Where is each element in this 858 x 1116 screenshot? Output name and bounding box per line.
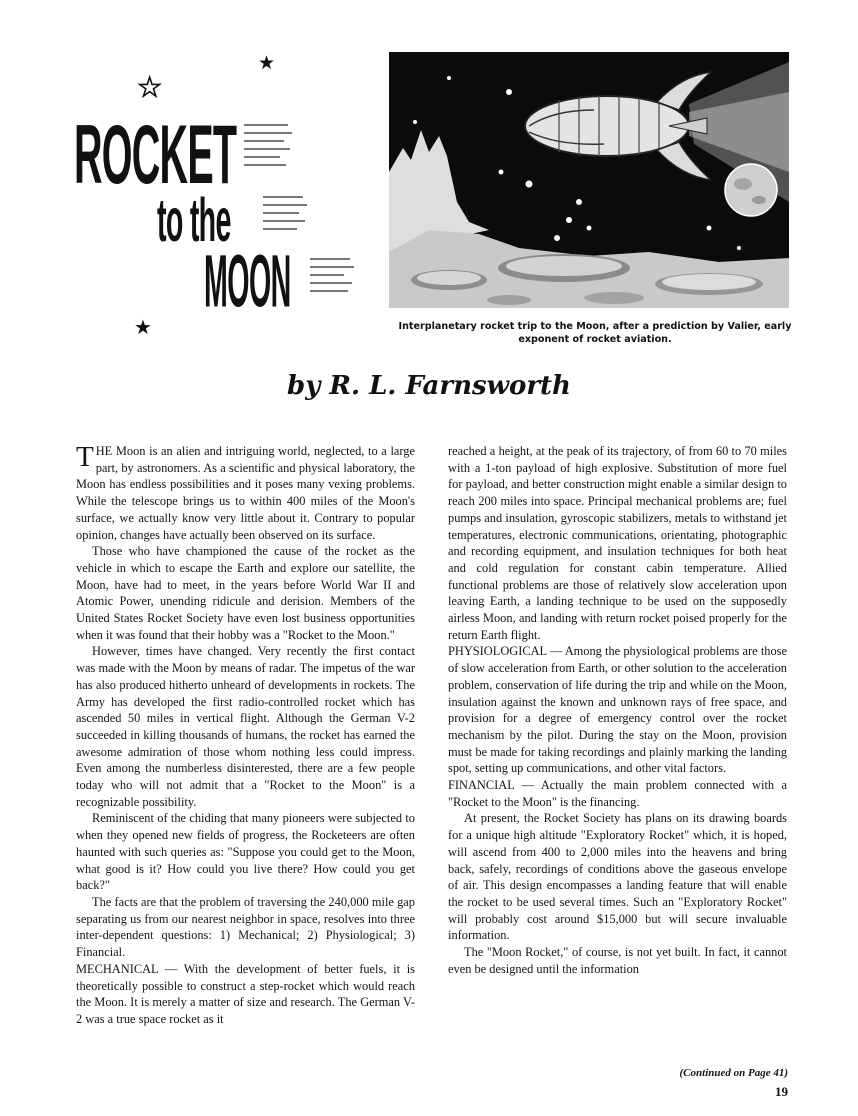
title-line-to-the: to the: [157, 186, 231, 255]
title-line-moon: MOON: [204, 241, 291, 324]
page-number: 19: [775, 1084, 788, 1099]
paragraph: [76, 443, 415, 543]
star-icon: ★: [258, 53, 276, 74]
drop-cap: T: [76, 441, 94, 473]
star-outline-icon: ★: [138, 73, 162, 102]
speed-lines: [244, 124, 292, 172]
paragraph: The "Moon Rocket," of course, is not yet built. In fact, it cannot even be designed until the information: [448, 945, 787, 976]
paragraph: Reminiscent of the chiding that many pioneers were subjected to when they opened new fields of progress, the Rocketeers are often haunted with such queries as: "Suppose you could get to the Moon, what good is it? How could you live there? How could you get back?": [76, 811, 415, 893]
section-financial: FINANCIAL — Actually the main problem connected with a "Rocket to the Moon" is the financing.: [448, 778, 787, 809]
star-icon: ★: [134, 317, 152, 339]
paragraph: However, times have changed. Very recently the first contact was made with the Moon by means of radar. The impetus of the war has also produced hitherto unheard of developments in rockets. The Army has developed the first radio-controlled rocket which has ascended 50 miles in vertical flight. Although the German V-2 succeeded in killing thousands of humans, the rocket has earned the awesome admiration of those whom nothing less could impress. Even among the numberless disinterested, there are a few people today who will not admit that a "Rocket to the Moon" is a recognizable possibility.: [76, 644, 415, 809]
rocket-moon-illustration: [389, 52, 789, 308]
speed-lines: [310, 258, 354, 298]
byline: by R. L. Farnsworth: [287, 371, 571, 401]
article-column-left: [76, 443, 415, 1028]
article-column-right: [448, 443, 787, 978]
rocket-illustration-icon: [389, 52, 789, 308]
illustration-caption: Interplanetary rocket trip to the Moon, after a prediction by Valier, early exponent of rocket aviation.: [398, 321, 792, 345]
paragraph: At present, the Rocket Society has plans on its drawing boards for a unique high altitude "Exploratory Rocket" which, it is hoped, will ascend from 400 to 2,000 miles into the heavens and bring back, safely, recordings of conditions above the gaseous envelope of air. This design encompasses a landing feature that will enable the rocket to be used several times. Such an "Exploratory Rocket" will probably cost around $15,000 but will secure invaluable information.: [448, 811, 787, 943]
paragraph: reached a height, at the peak of its trajectory, of from 60 to 70 miles with a 1-ton payload of high explosive. Substitution of more fuel for payload, and better construction might enable a similar design to reach 200 miles into space. Principal mechanical problems are; fuel pumps and insulation, gyroscopic stabilizers, metals to withstand jet temperatures, electronic communications, orientating, photographic and recording equipment, and insulation techniques for both heat and cold regulation for constant cabin temperature. Allied functional problems are those of relatively slow acceleration upon leaving Earth, a landing technique to be used on the supposedly airless Moon, and landing with return rocket poised properly for the return Earth flight.: [448, 444, 787, 642]
paragraph: The facts are that the problem of traversing the 240,000 mile gap separating us from our nearest neighbor in space, resolves into three inter-dependent questions: 1) Mechanical; 2) Physiological; 3) Financial.: [76, 894, 415, 960]
continued-notice: (Continued on Page 41): [679, 1067, 788, 1079]
title-line-rocket: ROCKET: [74, 109, 237, 203]
section-mechanical: MECHANICAL — With the development of better fuels, it is theoretically possible to construct a step-rocket which would reach the Moon. It is merely a matter of size and research. The German V-2 was a true space rocket as it: [76, 961, 415, 1026]
paragraph-text: HE Moon is an alien and intriguing world, neglected, to a large part, by astronomers. As a scientific and physical laboratory, the Moon has endless possibilities and it poses many vexing problems. While the telescope brings us to within 400 miles of the Moon's surface, we actually know very little about it. Contrary to popular opinion, changes have actually been observed on its surface.: [76, 444, 415, 542]
speed-lines: [263, 196, 307, 236]
paragraph: Those who have championed the cause of the rocket as the vehicle in which to escape the Earth and explore our satellite, the Moon, have had to meet, in the years before World War II and Atomic Power, unending ridicule and derision. Members of the United States Rocket Society have even lost business opportunities when it was found that their hobby was a "Rocket to the Moon.": [76, 544, 415, 642]
section-physiological: PHYSIOLOGICAL — Among the physiological problems are those of slow acceleration from Earth, or other solution to the acceleration problem, conservation of life during the trip and while on the Moon, insulation against the known and unknown rays of free space, and provision for a degree of emergency control over the rocket mechanism by the pilot. During the stay on the Moon, provision must be made for taking recordings and plainly marking the landing spot, setting up communications, and other vital factors.: [448, 644, 787, 776]
